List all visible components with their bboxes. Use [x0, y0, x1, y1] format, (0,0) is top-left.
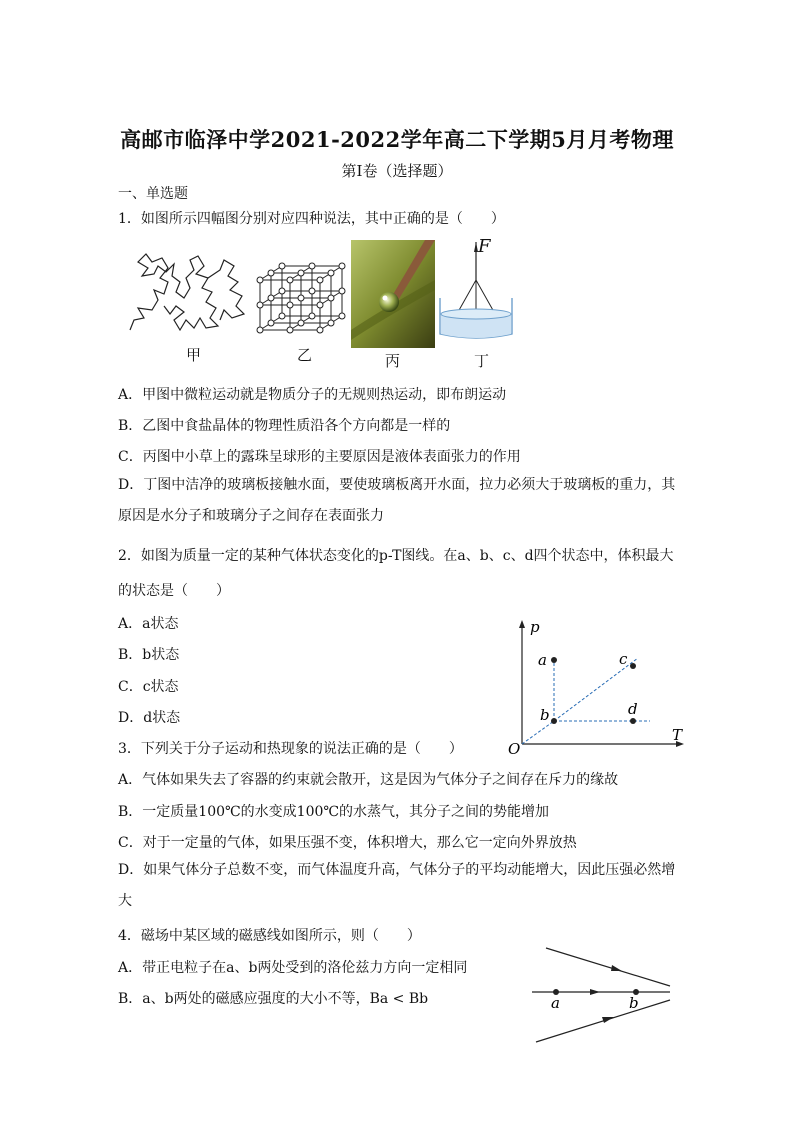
q4-stem: 4．磁场中某区域的磁感线如图所示，则（ ） [118, 928, 421, 944]
q1-option-c: C．丙图中小草上的露珠呈球形的主要原因是液体表面张力的作用 [118, 449, 521, 465]
fig-label-ding: 丁 [474, 352, 490, 370]
x-axis-label: T [672, 726, 683, 744]
pT-graph [500, 616, 690, 756]
q1-option-a: A．甲图中微粒运动就是物质分子的无规则热运动，即布朗运动 [118, 387, 507, 403]
fig-label-bing: 丙 [385, 352, 401, 370]
label-c: c [619, 650, 628, 668]
origin-label: O [508, 740, 521, 756]
fig-brownian-motion [124, 248, 252, 338]
q3-option-c: C．对于一定量的气体，如果压强不变，体积增大，那么它一定向外界放热 [118, 835, 577, 851]
section-heading: 一、单选题 [118, 186, 188, 202]
magnetic-field-diagram [532, 940, 674, 1048]
mag-label-b: b [629, 994, 639, 1012]
q3-option-b: B．一定质量100℃的水变成100℃的水蒸气，其分子之间的势能增加 [118, 804, 550, 820]
point-b [551, 718, 557, 724]
fig-glass-plate-water [436, 236, 514, 346]
page-title: 高邮市临泽中学2021-2022学年高二下学期5月月考物理 [120, 127, 674, 152]
q1-option-d: D．丁图中洁净的玻璃板接触水面，要使玻璃板离开水面，拉力必须大于玻璃板的重力，其原因是水分子和玻璃分子之间存在表面张力 [118, 477, 676, 524]
q3-option-d: D．如果气体分子总数不变，而气体温度升高，气体分子的平均动能增大，因此压强必然增大 [118, 862, 676, 909]
fig-label-jia: 甲 [186, 346, 202, 364]
q1-option-b: B．乙图中食盐晶体的物理性质沿各个方向都是一样的 [118, 418, 451, 434]
q1-stem: 1．如图所示四幅图分别对应四种说法，其中正确的是（ ） [118, 211, 505, 227]
label-b: b [540, 706, 550, 724]
point-a [551, 657, 557, 663]
q2-option-d: D．d状态 [118, 710, 181, 726]
q4-option-a: A．带正电粒子在a、b两处受到的洛伦兹力方向一定相同 [118, 960, 468, 976]
q2-option-c: C．c状态 [118, 679, 179, 695]
mag-label-a: a [551, 994, 560, 1012]
y-axis-label: p [530, 618, 540, 636]
fig-dewdrop-photo [351, 240, 435, 348]
q2-stem: 2．如图为质量一定的某种气体状态变化的p-T图线。在a、b、c、d四个状态中，体积最大的状态是（ ） [118, 548, 674, 599]
q3-option-a: A．气体如果失去了容器的约束就会散开，这是因为气体分子之间存在斥力的缘故 [118, 772, 619, 788]
page-subtitle: 第Ⅰ卷（选择题） [341, 162, 453, 180]
label-d: d [628, 700, 638, 718]
q4-option-b: B．a、b两处的磁感应强度的大小不等，Ba < Bb [118, 991, 429, 1007]
q2-option-a: A．a状态 [118, 616, 179, 632]
point-d [630, 718, 636, 724]
force-label: F [478, 236, 491, 257]
q3-stem: 3．下列关于分子运动和热现象的说法正确的是（ ） [118, 741, 463, 757]
point-c [630, 663, 636, 669]
fig-crystal-lattice [256, 262, 348, 334]
fig-label-yi: 乙 [297, 346, 313, 364]
label-a: a [538, 651, 547, 669]
q2-option-b: B．b状态 [118, 647, 180, 663]
